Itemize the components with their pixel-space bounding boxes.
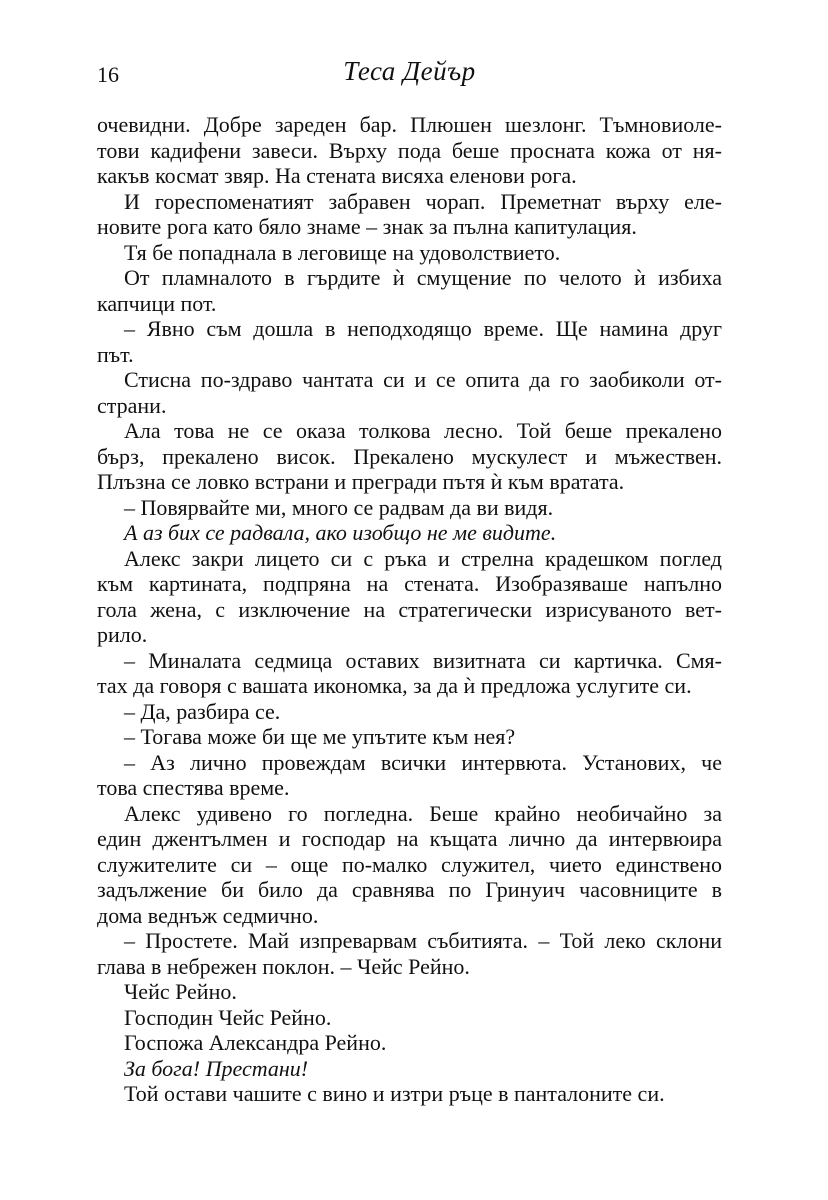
page-number: 16 (97, 62, 119, 87)
text-line: – Тогава може би ще ме упътите към нея? (124, 724, 516, 749)
text-line: тови кадифени завеси. Върху пода беше просната кожа от ня- (97, 137, 722, 163)
paragraph (97, 367, 722, 418)
text-line: това спестява време. (97, 775, 290, 800)
text-line: От пламналото в гърдите ѝ смущение по челото ѝ избиха (124, 265, 722, 290)
text-line: Алекс удивено го погледна. Беше крайно необичайно за (124, 800, 722, 826)
paragraph (97, 240, 722, 266)
paragraph (97, 265, 722, 316)
paragraph (97, 1030, 722, 1056)
text-line: очевидни. Добре зареден бар. Плюшен шезлонг. Тъмновиоле- (97, 112, 722, 137)
text-line: Госпожа Александра Рейно. (124, 1030, 387, 1055)
text-line: – Повярвайте ми, много се радвам да ви видя. (124, 494, 554, 520)
text-line: И гореспоменатият забравен чорап. Преметнат върху еле- (124, 188, 722, 214)
text-line: капчици пот. (97, 290, 217, 316)
text-line: Стисна по-здраво чантата си и се опита да го заобиколи от- (124, 367, 722, 392)
italic-paragraph (97, 520, 722, 546)
paragraph (97, 724, 722, 750)
text-line: Чейс Рейно. (124, 979, 237, 1004)
running-title-author: Теса Дейър (343, 56, 476, 86)
paragraph (97, 979, 722, 1005)
text-line: Ала това не се оказа толкова лесно. Той беше прекалено (124, 418, 722, 443)
text-line: – Миналата седмица оставих визитната си картичка. Смя- (124, 647, 722, 673)
paragraph (97, 495, 722, 521)
text-line: новите рога като бяло знаме – знак за пълна капитулация. (97, 214, 637, 239)
text-line: Той остави чашите с вино и изтри ръце в панталоните си. (124, 1081, 665, 1106)
paragraph (97, 418, 722, 495)
text-line: рило. (97, 622, 148, 647)
text-line: Плъзна се ловко встрани и прегради пътя ѝ към вратата. (97, 469, 625, 494)
text-line: – Аз лично провеждам всички интервюта. Установих, че (124, 749, 722, 775)
text-line: път. (97, 341, 134, 367)
text-line: дома веднъж седмично. (97, 902, 319, 928)
text-line: За бога! Престани! (124, 1055, 309, 1081)
paragraph (97, 750, 722, 801)
text-line: служителите си – още по-малко служител, чието единствено (97, 851, 722, 877)
paragraph (97, 928, 722, 979)
paragraph (97, 112, 722, 189)
paragraph (97, 1081, 722, 1107)
paragraph (97, 316, 722, 367)
text-line: един джентълмен и господар на къщата лично да интервюира (97, 826, 722, 851)
text-line: Алекс закри лицето си с ръка и стрелна крадешком поглед (124, 545, 722, 571)
text-line: гола жена, с изключение на стратегически изрисуваното вет- (97, 596, 722, 622)
text-line: страни. (97, 392, 167, 418)
paragraph (97, 189, 722, 240)
text-line: към картината, подпряна на стената. Изобразяваше напълно (97, 571, 722, 596)
text-line: – Явно съм дошла в неподходящо време. Ще намина друг (124, 316, 722, 341)
paragraph (97, 801, 722, 929)
italic-paragraph (97, 1056, 722, 1082)
body-text (97, 112, 722, 1107)
text-line: какъв космат звяр. На стената висяха еленови рога. (97, 163, 577, 188)
text-line: А аз бих се радвала, ако изобщо не ме видите. (124, 520, 557, 545)
text-line: Тя бе попаднала в леговище на удоволствието. (124, 239, 561, 265)
paragraph (97, 648, 722, 699)
text-line: глава в небрежен поклон. – Чейс Рейно. (97, 953, 470, 979)
paragraph (97, 546, 722, 648)
text-line: задължение би било да сравнява по Гринуич часовниците в (97, 877, 722, 902)
page-header (97, 56, 722, 96)
text-line: – Да, разбира се. (124, 698, 281, 724)
paragraph (97, 699, 722, 725)
text-line: Господин Чейс Рейно. (124, 1004, 332, 1030)
text-line: – Простете. Май изпреварвам събитията. – Той леко склони (124, 928, 722, 953)
paragraph (97, 1005, 722, 1031)
text-line: бърз, прекалено висок. Прекалено мускулест и мъжествен. (97, 443, 722, 469)
text-line: тах да говоря с вашата икономка, за да ѝ предложа услугите си. (97, 673, 692, 698)
